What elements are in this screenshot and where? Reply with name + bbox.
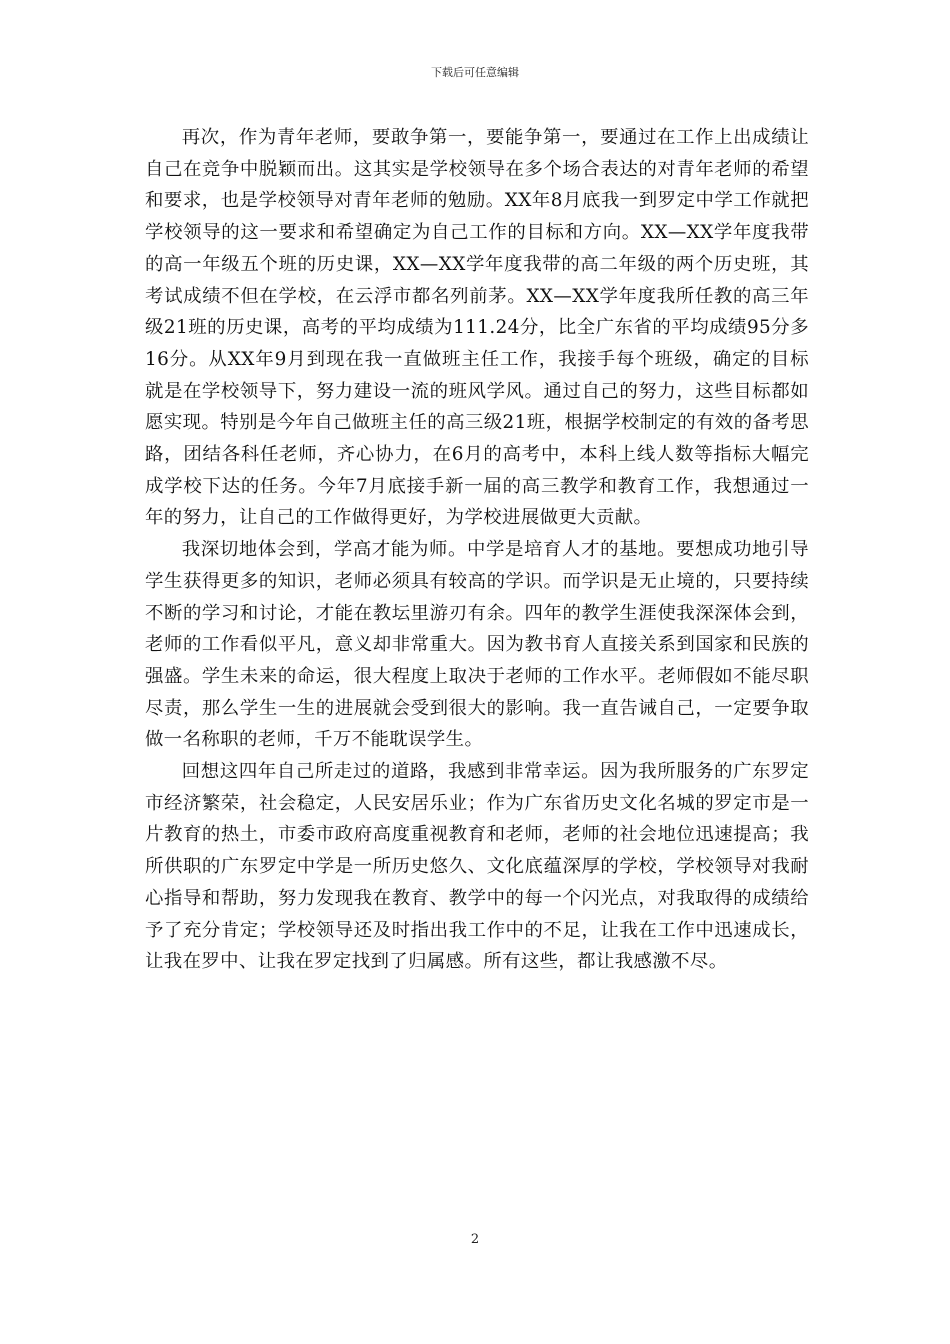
paragraph-1: 再次，作为青年老师，要敢争第一，要能争第一，要通过在工作上出成绩让自己在竞争中脱颖而出。这其实是学校领导在多个场合表达的对青年老师的希望和要求，也是学校领导对青年老师的勉励。XX年8月底我一到罗定中学工作就把学校领导的这一要求和希望确定为自己工作的目标和方向。XX—XX学年度我带的高一年级五个班的历史课，XX—XX学年度我带的高二年级的两个历史班，其考试成绩不但在学校，在云浮市都名列前茅。XX—XX学年度我所任教的高三年级21班的历史课，高考的平均成绩为111.24分，比全广东省的平均成绩95分多16分。从XX年9月到现在我一直做班主任工作，我接手每个班级，确定的目标就是在学校领导下，努力建设一流的班风学风。通过自己的努力，这些目标都如愿实现。特别是今年自己做班主任的高三级21班，根据学校制定的有效的备考思路，团结各科任老师，齐心协力，在6月的高考中，本科上线人数等指标大幅完成学校下达的任务。今年7月底接手新一届的高三教学和教育工作，我想通过一年的努力，让自己的工作做得更好，为学校进展做更大贡献。 bbox=[145, 127, 809, 529]
paragraph-3: 回想这四年自己所走过的道路，我感到非常幸运。因为我所服务的广东罗定市经济繁荣，社会稳定，人民安居乐业；作为广东省历史文化名城的罗定市是一片教育的热土，市委市政府高度重视教育和老师，老师的社会地位迅速提高；我所供职的广东罗定中学是一所历史悠久、文化底蕴深厚的学校，学校领导对我耐心指导和帮助，努力发现我在教育、教学中的每一个闪光点，对我取得的成绩给予了充分肯定；学校领导还及时指出我工作中的不足，让我在工作中迅速成长，让我在罗中、让我在罗定找到了归属感。所有这些，都让我感激不尽。 bbox=[145, 761, 809, 973]
page-header: 下载后可任意编辑 bbox=[431, 66, 519, 79]
page-number: 2 bbox=[470, 1232, 480, 1247]
document-body bbox=[145, 122, 809, 978]
paragraph-2: 我深切地体会到，学高才能为师。中学是培育人才的基地。要想成功地引导学生获得更多的知识，老师必须具有较高的学识。而学识是无止境的，只要持续不断的学习和讨论，才能在教坛里游刃有余。四年的教学生涯使我深深体会到，老师的工作看似平凡，意义却非常重大。因为教书育人直接关系到国家和民族的强盛。学生未来的命运，很大程度上取决于老师的工作水平。老师假如不能尽职尽责，那么学生一生的进展就会受到很大的影响。我一直告诫自己，一定要争取做一名称职的老师，千万不能耽误学生。 bbox=[145, 539, 809, 751]
